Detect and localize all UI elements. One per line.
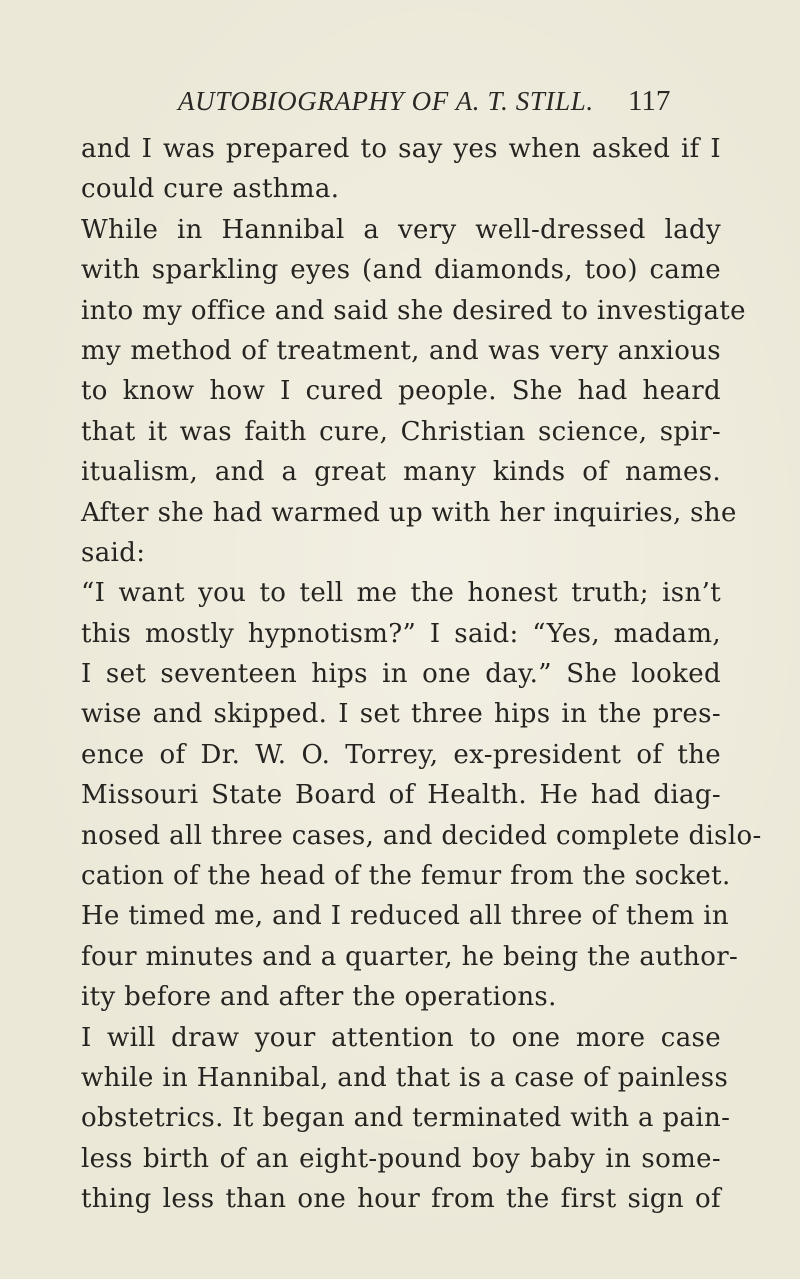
text-line: and I was prepared to say yes when asked if I (81, 134, 721, 164)
text-line: wise and skipped. I set three hips in the pres- (81, 699, 721, 730)
text-line: four minutes and a quarter, he being the author- (81, 941, 739, 972)
text-line: nosed all three cases, and decided complete dislo- (81, 820, 762, 851)
text-line: that it was faith cure, Christian science, spir- (81, 416, 721, 447)
text-line: obstetrics. It began and terminated with a pain- (81, 1103, 731, 1134)
text-line: this mostly hypnotism?” I said: “Yes, madam, (81, 618, 721, 649)
text-line: itualism, and a great many kinds of names. (81, 457, 721, 488)
text-line: while in Hannibal, and that is a case of painless (81, 1062, 729, 1093)
text-line: Missouri State Board of Health. He had diag- (81, 780, 721, 811)
text-line: I will draw your attention to one more case (81, 1022, 721, 1053)
text-line: After she had warmed up with her inquiries, she (81, 497, 737, 528)
text-line: I set seventeen hips in one day.” She looked (81, 659, 721, 690)
text-line: said: (81, 537, 146, 568)
text-line: with sparkling eyes (and diamonds, too) came (81, 255, 721, 286)
text-line: He timed me, and I reduced all three of them in (81, 901, 729, 932)
text-line: ity before and after the operations. (81, 982, 557, 1013)
running-title: AUTOBIOGRAPHY OF A. T. STILL. (178, 86, 594, 116)
text-line: cation of the head of the femur from the socket. (81, 861, 731, 892)
text-line: into my office and said she desired to investigate (81, 295, 746, 326)
text-line: less birth of an eight-pound boy baby in some- (81, 1143, 721, 1174)
body-text (81, 129, 762, 1220)
text-line: could cure asthma. (81, 174, 340, 205)
text-line: thing less than one hour from the first sign of (81, 1184, 721, 1215)
text-line: to know how I cured people. She had heard (81, 376, 721, 407)
text-line: ence of Dr. W. O. Torrey, ex-president of the (81, 739, 721, 770)
text-line: “I want you to tell me the honest truth; isn’t (81, 578, 721, 609)
page-number: 117 (628, 85, 671, 117)
text-line: While in Hannibal a very well-dressed lady (81, 214, 721, 245)
page-header (0, 82, 800, 122)
text-line: my method of treatment, and was very anxious (81, 335, 721, 366)
